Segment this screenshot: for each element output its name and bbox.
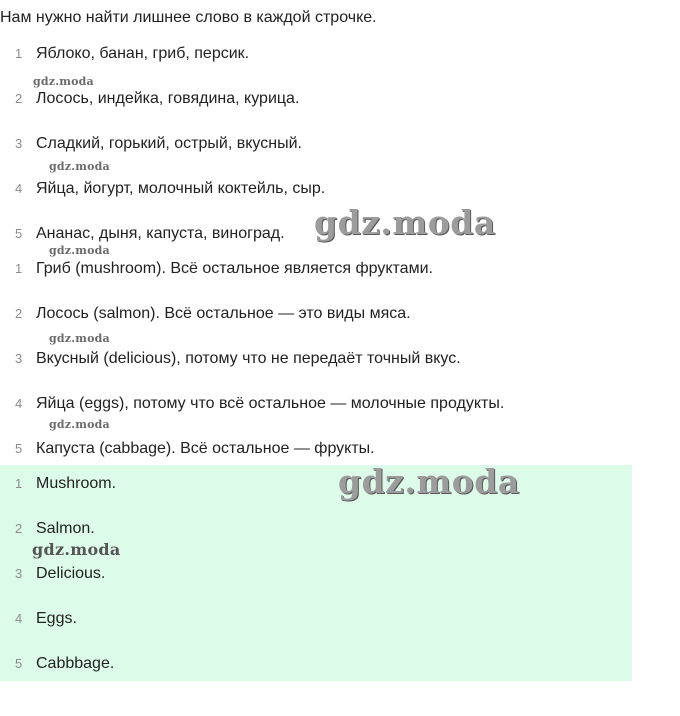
answer-item-number: 5	[15, 656, 23, 671]
list2-item-number: 3	[15, 351, 23, 366]
list1-item-text: Яйца, йогурт, молочный коктейль, сыр.	[36, 180, 326, 197]
watermark: gdz.moda	[338, 462, 520, 501]
list1-item-number: 3	[15, 136, 23, 151]
answer-item-text: Eggs.	[36, 610, 77, 627]
task-intro: Нам нужно найти лишнее слово в каждой строчке.	[0, 9, 377, 26]
list1-item-number: 4	[15, 181, 23, 196]
list1-item-text: Лосось, индейка, говядина, курица.	[36, 90, 300, 107]
list2-item-text: Вкусный (delicious), потому что не передаёт точный вкус.	[36, 350, 461, 367]
answer-item-text: Salmon.	[36, 520, 95, 537]
list2-item-number: 4	[15, 396, 23, 411]
watermark: gdz.moda	[49, 244, 110, 257]
answer-item-number: 3	[15, 566, 23, 581]
list1-item-number: 5	[15, 226, 23, 241]
answer-item-number: 4	[15, 611, 23, 626]
list1-item-text: Яблоко, банан, гриб, персик.	[36, 45, 250, 62]
answer-item-text: Delicious.	[36, 565, 106, 582]
answer-item-text: Cabbbage.	[36, 655, 115, 672]
list2-item-text: Яйца (eggs), потому что всё остальное — молочные продукты.	[36, 395, 505, 412]
watermark: gdz.moda	[49, 332, 110, 345]
list1-item-number: 1	[15, 46, 23, 61]
watermark: gdz.moda	[314, 203, 496, 242]
watermark: gdz.moda	[49, 160, 110, 173]
list1-item-text: Ананас, дыня, капуста, виноград.	[36, 225, 285, 242]
watermark: gdz.moda	[32, 540, 121, 559]
answer-item-text: Mushroom.	[36, 475, 117, 492]
list1-item-text: Сладкий, горький, острый, вкусный.	[36, 135, 302, 152]
answer-item-number: 1	[15, 476, 23, 491]
list2-item-number: 2	[15, 306, 23, 321]
watermark: gdz.moda	[49, 418, 110, 431]
watermark: gdz.moda	[33, 75, 94, 88]
list2-item-number: 5	[15, 441, 23, 456]
list2-item-number: 1	[15, 261, 23, 276]
list2-item-text: Лосось (salmon). Всё остальное — это виды мяса.	[36, 305, 411, 322]
list2-item-text: Капуста (cabbage). Всё остальное — фрукты.	[36, 440, 375, 457]
answer-item-number: 2	[15, 521, 23, 536]
list1-item-number: 2	[15, 91, 23, 106]
list2-item-text: Гриб (mushroom). Всё остальное является фруктами.	[36, 260, 433, 277]
